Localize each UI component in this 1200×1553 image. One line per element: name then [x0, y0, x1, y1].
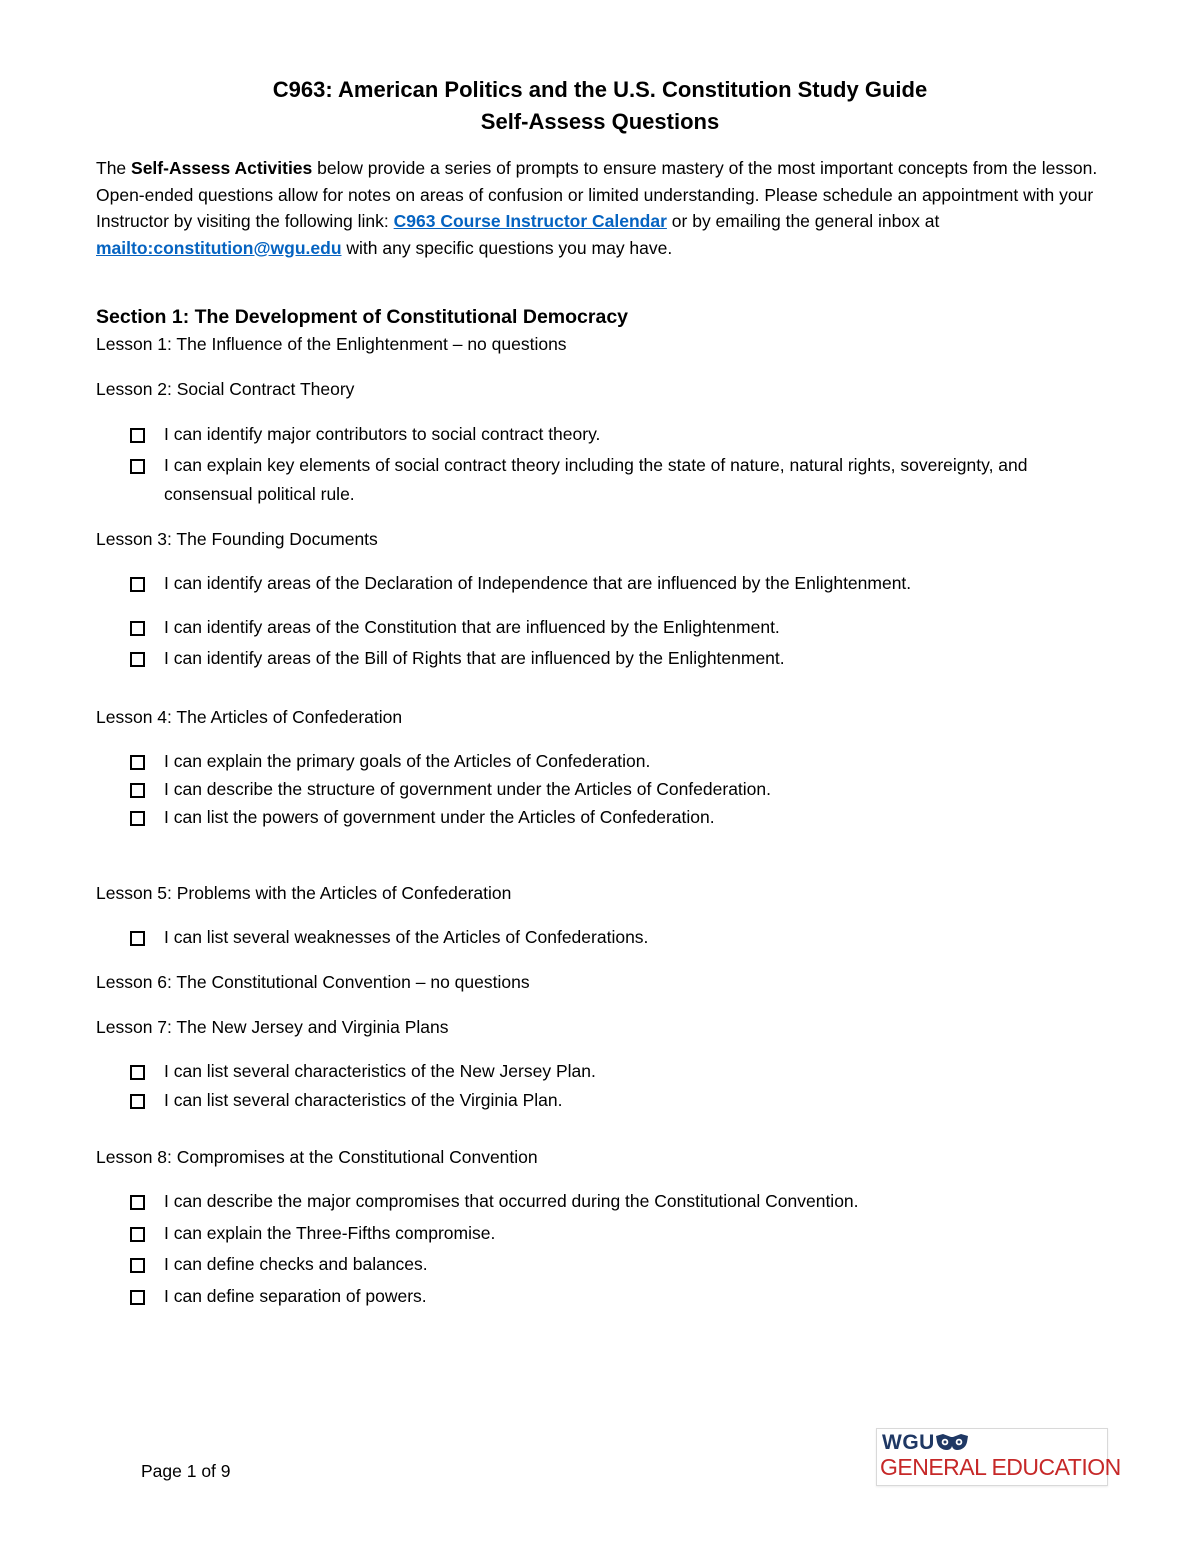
checklist-item-text: I can identify major contributors to social contract theory.: [164, 424, 601, 444]
checklist-item-text: I can explain key elements of social contract theory including the state of nature, natural rights, sovereignty, and consensual political rule.: [164, 455, 1028, 504]
checkbox[interactable]: [130, 1227, 145, 1242]
email-link[interactable]: mailto:constitution@wgu.edu: [96, 237, 342, 258]
checklist-item-text: I can describe the structure of government under the Articles of Confederation.: [164, 779, 772, 799]
checklist-item: [130, 1187, 1080, 1216]
checkbox[interactable]: [130, 652, 145, 667]
wgu-general-education-logo: [876, 1428, 1121, 1486]
lesson-1-heading: Lesson 1: The Influence of the Enlightenment – no questions: [96, 334, 567, 354]
lesson-2-heading: Lesson 2: Social Contract Theory: [96, 379, 355, 399]
checklist-item-text: I can list several characteristics of the Virginia Plan.: [164, 1090, 563, 1110]
lesson-7-heading: Lesson 7: The New Jersey and Virginia Plans: [96, 1017, 449, 1037]
page-number: Page 1 of 9: [141, 1461, 231, 1481]
instructor-calendar-link[interactable]: C963 Course Instructor Calendar: [393, 211, 667, 231]
checklist-item-text: I can define separation of powers.: [164, 1286, 427, 1306]
checkbox[interactable]: [130, 577, 145, 592]
lesson-8-heading: Lesson 8: Compromises at the Constitutional Convention: [96, 1147, 538, 1167]
checklist-item: [130, 613, 1080, 642]
checklist-item: [130, 451, 1080, 509]
logo-general-education-text: GENERAL EDUCATION: [880, 1454, 1121, 1480]
checklist-item-text: I can explain the primary goals of the Articles of Confederation.: [164, 751, 651, 771]
checkbox[interactable]: [130, 428, 145, 443]
checkbox[interactable]: [130, 755, 145, 770]
checklist-item: [130, 644, 1080, 673]
checklist-item-text: I can identify areas of the Constitution that are influenced by the Enlightenment.: [164, 617, 780, 637]
owl-icon: [935, 1434, 969, 1451]
document-subtitle: Self-Assess Questions: [480, 109, 720, 134]
lesson-4-heading: Lesson 4: The Articles of Confederation: [96, 707, 403, 727]
checkbox[interactable]: [130, 459, 145, 474]
lesson-6-heading: Lesson 6: The Constitutional Convention – no questions: [96, 972, 530, 992]
checklist-item-text: I can identify areas of the Bill of Rights that are influenced by the Enlightenment.: [164, 648, 785, 668]
checkbox[interactable]: [130, 1065, 145, 1080]
checklist-item-text: I can list several characteristics of the New Jersey Plan.: [164, 1061, 596, 1081]
checklist-item: [130, 1250, 1080, 1279]
intro-paragraph: [96, 155, 1106, 261]
checkbox[interactable]: [130, 1290, 145, 1305]
checkbox[interactable]: [130, 1094, 145, 1109]
intro-text-3: with any specific questions you may have.: [341, 237, 673, 258]
checklist-item-text: I can define checks and balances.: [164, 1254, 428, 1274]
checklist-item-text: I can identify areas of the Declaration of Independence that are influenced by the Enlightenment.: [164, 573, 912, 593]
checkbox[interactable]: [130, 931, 145, 946]
checklist-item: [130, 569, 1080, 598]
checklist-item: [130, 1057, 1080, 1086]
intro-text-2: or by emailing the general inbox at: [666, 211, 940, 231]
checkbox[interactable]: [130, 1195, 145, 1210]
lesson-5-heading: Lesson 5: Problems with the Articles of Confederation: [96, 883, 512, 903]
checklist-item: [130, 1282, 1080, 1311]
checkbox[interactable]: [130, 783, 145, 798]
intro-text-1: below provide a series of prompts to ensure mastery of the most important concepts from the lesson. Open-ended questions allow for notes on areas of confusion or limited understanding. Please schedule an appointment with your Instructor by visiting the following link:: [96, 158, 1098, 231]
checklist-item-text: I can list the powers of government under the Articles of Confederation.: [164, 807, 715, 827]
checklist-item: [130, 1219, 1080, 1248]
checkbox[interactable]: [130, 1258, 145, 1273]
checkbox[interactable]: [130, 621, 145, 636]
intro-prefix: The: [96, 158, 132, 178]
document-title: C963: American Politics and the U.S. Constitution Study Guide: [272, 77, 928, 102]
checklist-item: [130, 1086, 1080, 1115]
checklist-item-text: I can explain the Three-Fifths compromise.: [164, 1223, 496, 1243]
checklist-item: [130, 803, 1080, 832]
checklist-item: [130, 420, 1080, 449]
section-title: Section 1: The Development of Constitutional Democracy: [96, 306, 629, 328]
checklist-item: [130, 747, 1080, 776]
lesson-3-heading: Lesson 3: The Founding Documents: [96, 529, 378, 549]
checklist-item: [130, 775, 1080, 804]
checkbox[interactable]: [130, 811, 145, 826]
logo-wgu-text: WGU: [882, 1431, 935, 1454]
checklist-item: [130, 923, 1080, 952]
checklist-item-text: I can describe the major compromises that occurred during the Constitutional Convention.: [164, 1191, 859, 1211]
checklist-item-text: I can list several weaknesses of the Articles of Confederations.: [164, 927, 649, 947]
intro-bold: Self-Assess Activities: [131, 158, 313, 178]
